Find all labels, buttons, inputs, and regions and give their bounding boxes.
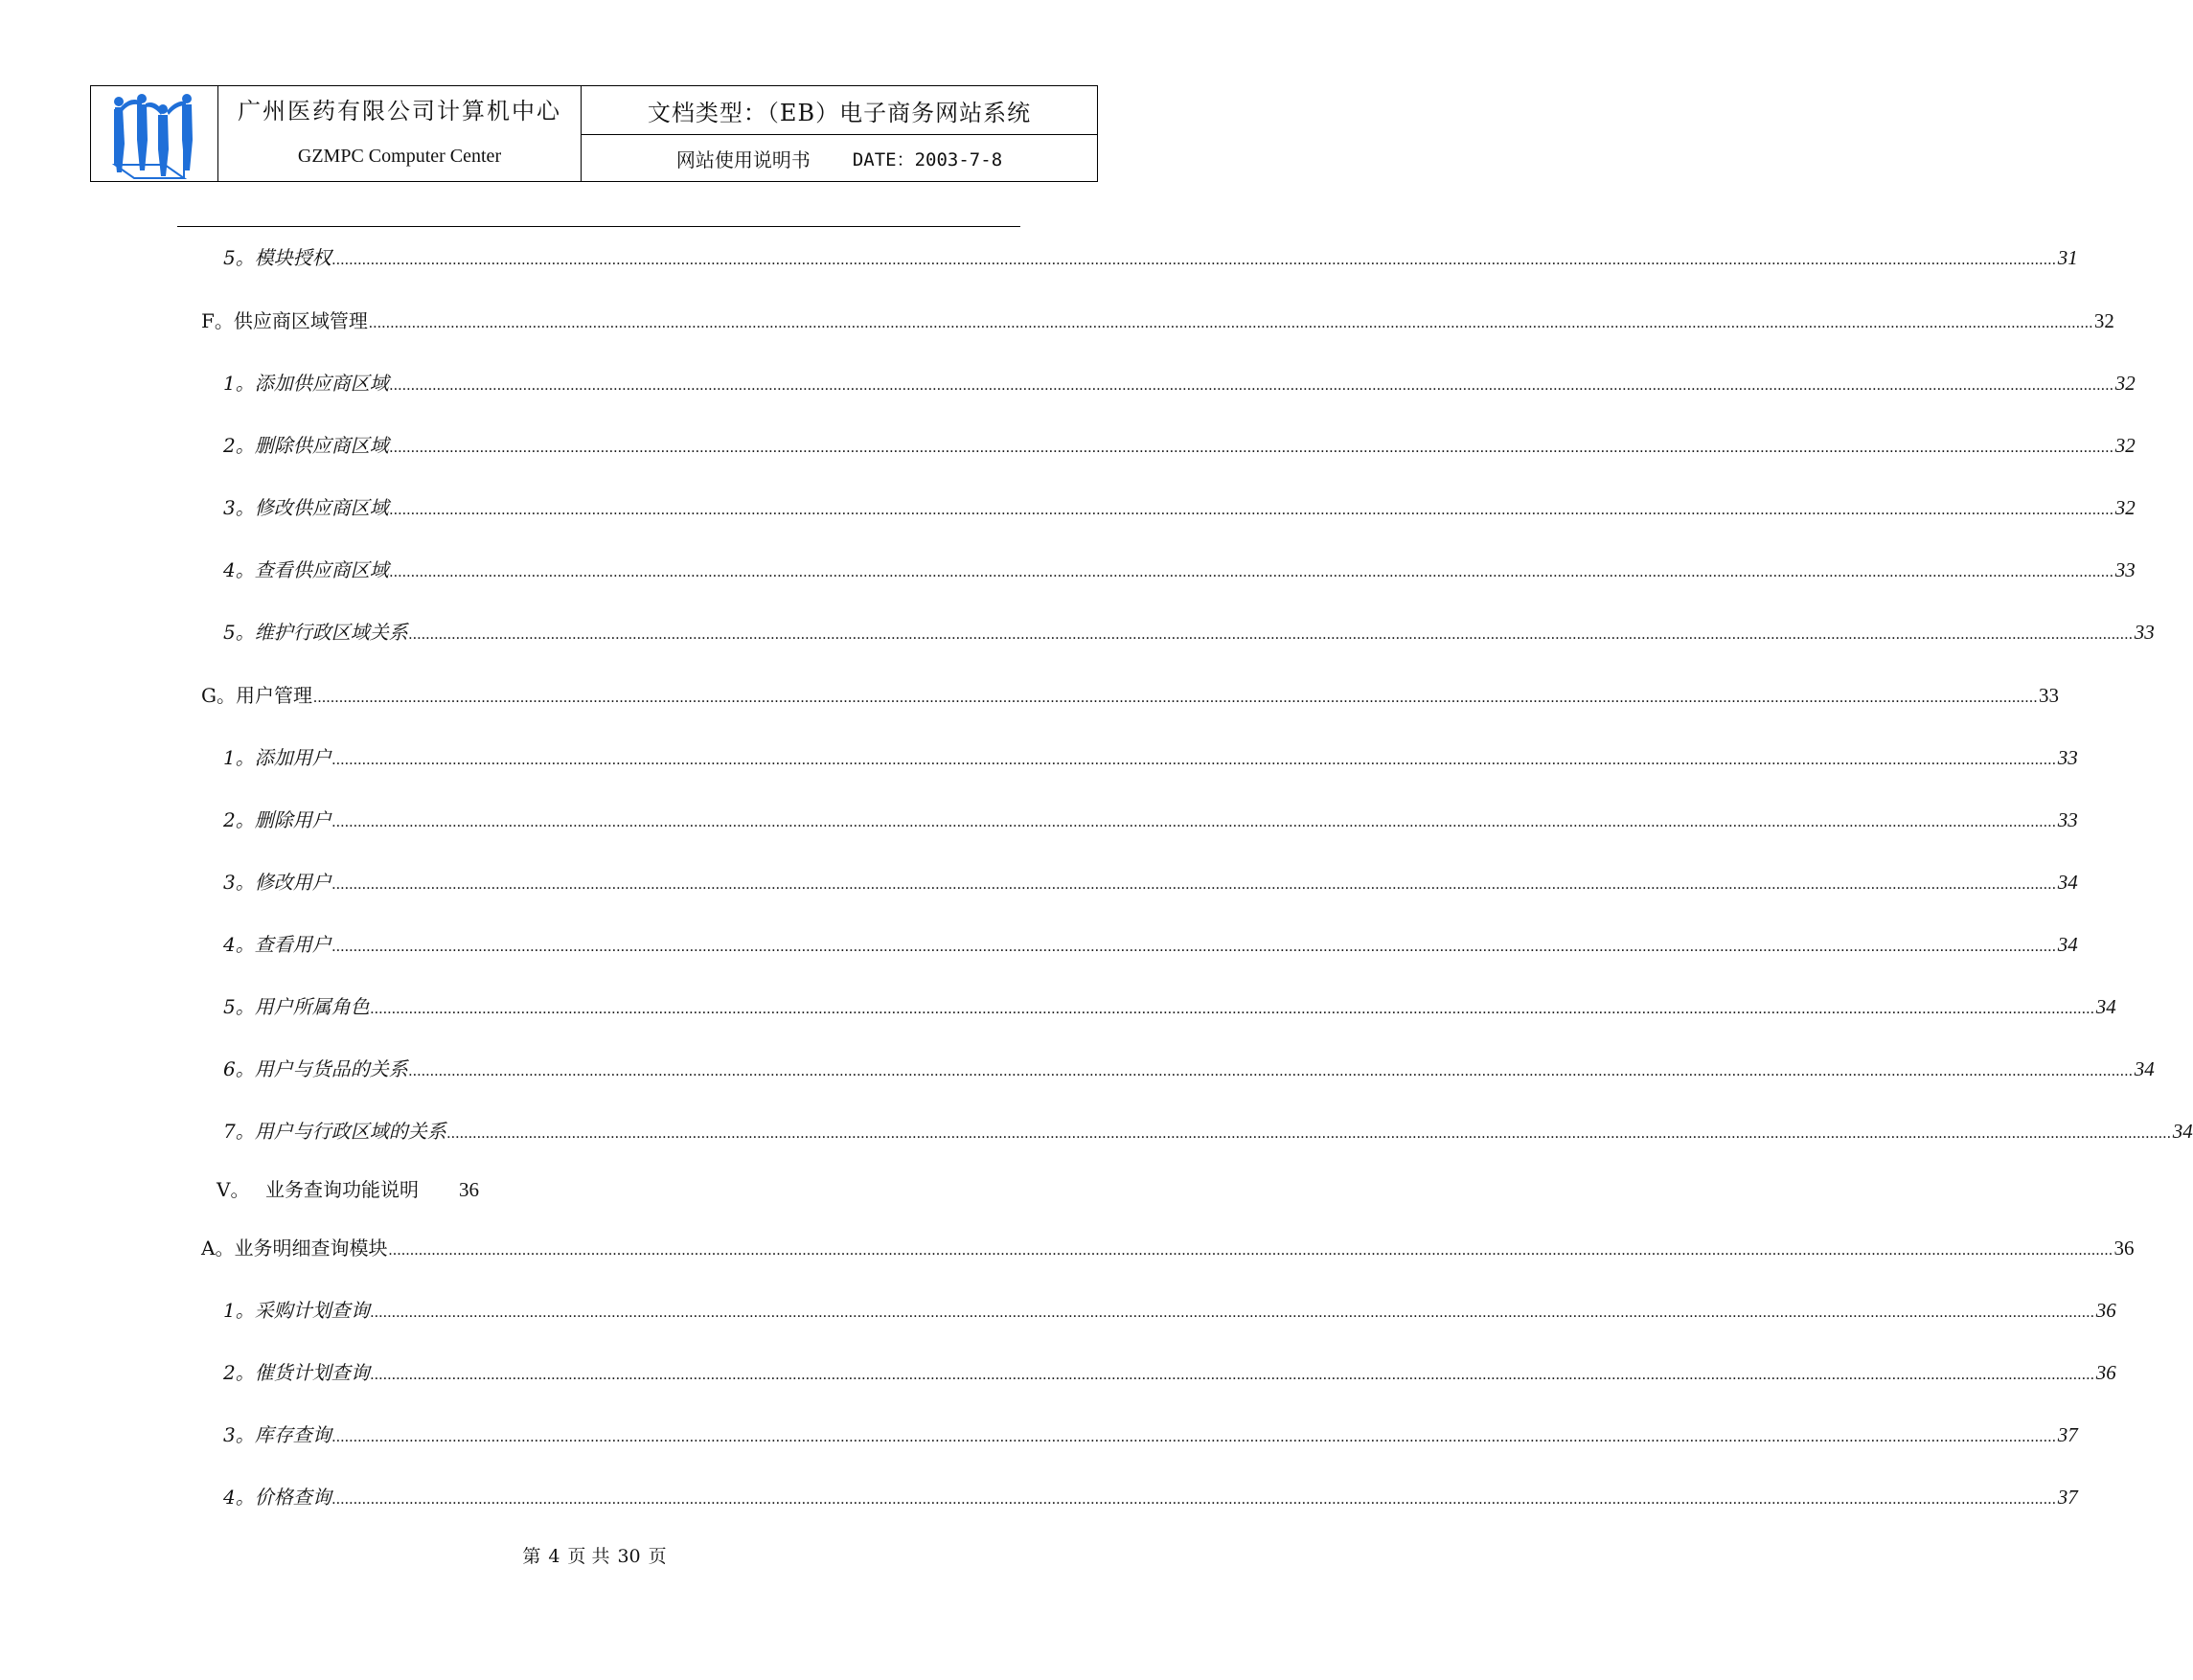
page-footer — [0, 1542, 1189, 1568]
document-type: 文档类型：（EB）电子商务网站系统 — [582, 86, 1097, 135]
company-name-en: GZMPC Computer Center — [297, 146, 502, 167]
toc-leader-dots: ................................................................................................................................................................................................................................................................................................................................................................................................................ — [388, 1242, 2113, 1259]
toc-entry-number: 3。 — [223, 1423, 255, 1446]
toc-leader-dots: ................................................................................................................................................................................................................................................................................................................................................................................................................ — [331, 814, 2057, 830]
toc-entry-page: 36 — [2095, 1361, 2116, 1384]
toc-entry-label: 查看用户 — [254, 933, 331, 956]
toc-entry-page: 34 — [2172, 1120, 2193, 1143]
toc-entry[interactable] — [223, 1358, 2116, 1387]
footer-prefix: 第 — [522, 1546, 541, 1567]
toc-entry-page: 36 — [2095, 1299, 2116, 1322]
toc-entry-label: 价格查询 — [254, 1486, 331, 1509]
toc-entry[interactable] — [223, 992, 2116, 1021]
toc-entry-number: 4。 — [223, 1486, 255, 1509]
toc-entry-label: 查看供应商区域 — [254, 558, 389, 581]
toc-leader-dots: ................................................................................................................................................................................................................................................................................................................................................................................................................ — [408, 626, 2134, 643]
toc-entry-number: 2。 — [223, 1361, 255, 1384]
toc-entry-number: 4。 — [223, 558, 255, 581]
toc-leader-dots: ................................................................................................................................................................................................................................................................................................................................................................................................................ — [312, 690, 2038, 706]
toc-leader-dots: ................................................................................................................................................................................................................................................................................................................................................................................................................ — [370, 1305, 2095, 1321]
document-name: 网站使用说明书 — [675, 148, 811, 171]
toc-entry-page: 34 — [2095, 995, 2116, 1018]
toc-entry-label: 采购计划查询 — [254, 1299, 370, 1322]
toc-entry-number: 5。 — [223, 995, 255, 1018]
toc-entry-page: 33 — [2057, 746, 2078, 769]
toc-entry-page: 32 — [2114, 496, 2136, 519]
document-date: DATE：2003-7-8 — [852, 148, 1003, 170]
toc-leader-dots: ................................................................................................................................................................................................................................................................................................................................................................................................................ — [389, 502, 2114, 518]
toc-entry-page: 33 — [2038, 684, 2059, 707]
toc-entry[interactable] — [201, 306, 2114, 335]
toc-entry[interactable] — [223, 806, 2078, 834]
footer-suffix: 页 — [648, 1546, 667, 1567]
toc-leader-dots: ................................................................................................................................................................................................................................................................................................................................................................................................................ — [331, 252, 2057, 268]
toc-entry[interactable] — [201, 1234, 2135, 1262]
toc-entry[interactable] — [223, 743, 2078, 772]
toc-entry[interactable] — [223, 1483, 2078, 1511]
toc-entry-number: 7。 — [223, 1120, 255, 1143]
toc-entry-label: 修改用户 — [254, 871, 331, 894]
toc-entry-label: 删除供应商区域 — [254, 434, 389, 457]
toc-entry[interactable] — [223, 1296, 2116, 1325]
toc-entry-number: 1。 — [223, 372, 255, 395]
toc-leader-dots: ................................................................................................................................................................................................................................................................................................................................................................................................................ — [331, 1429, 2057, 1445]
toc-entry-number: F。 — [201, 309, 234, 332]
toc-entry[interactable] — [223, 930, 2078, 959]
toc-entry-label: 用户管理 — [235, 684, 312, 707]
toc-entry-number: 1。 — [223, 1299, 255, 1322]
toc-entry[interactable] — [223, 243, 2078, 272]
toc-leader-dots: ................................................................................................................................................................................................................................................................................................................................................................................................................ — [370, 1367, 2095, 1383]
toc-entry-number: 2。 — [223, 434, 255, 457]
toc-entry-number: 3。 — [223, 496, 255, 519]
toc-entry-label: 用户所属角色 — [254, 995, 370, 1018]
document-header — [90, 85, 1098, 182]
toc-entry-page: 32 — [2093, 309, 2114, 332]
logo-cell — [91, 86, 218, 181]
toc-entry[interactable] — [223, 493, 2136, 522]
toc-entry-label: 库存查询 — [254, 1423, 331, 1446]
toc-entry[interactable] — [201, 681, 2059, 710]
footer-total-pages: 30 — [617, 1546, 641, 1567]
toc-entry[interactable] — [223, 369, 2136, 397]
toc-leader-dots: ................................................................................................................................................................................................................................................................................................................................................................................................................ — [331, 876, 2057, 893]
toc-entry-label: 用户与货品的关系 — [254, 1057, 408, 1080]
company-cell — [218, 86, 582, 181]
toc-entry-number: V。 — [217, 1178, 250, 1201]
footer-current-page: 4 — [548, 1546, 560, 1567]
toc-entry-page: 37 — [2057, 1423, 2078, 1446]
toc-entry-page: 31 — [2057, 246, 2078, 269]
toc-entry-label: 业务明细查询模块 — [234, 1237, 388, 1260]
toc-entry-page: 32 — [2114, 372, 2136, 395]
toc-entry-page: 36 — [459, 1178, 479, 1201]
toc-entry-label: 删除用户 — [254, 808, 331, 831]
toc-entry-number: G。 — [201, 684, 236, 707]
toc-entry[interactable] — [223, 1117, 2193, 1146]
toc-entry-number: 4。 — [223, 933, 255, 956]
toc-entry-number: 3。 — [223, 871, 255, 894]
toc-entry-page: 32 — [2114, 434, 2136, 457]
toc-leader-dots: ................................................................................................................................................................................................................................................................................................................................................................................................................ — [389, 440, 2114, 456]
toc-entry-page: 34 — [2134, 1057, 2155, 1080]
toc-leader-dots: ................................................................................................................................................................................................................................................................................................................................................................................................................ — [368, 315, 2093, 331]
toc-entry-page: 36 — [2113, 1237, 2135, 1260]
company-name-cn: 广州医药有限公司计算机中心 — [238, 98, 561, 125]
toc-entry-number: A。 — [201, 1237, 235, 1260]
toc-entry[interactable] — [223, 556, 2136, 584]
toc-entry-page: 33 — [2057, 808, 2078, 831]
toc-entry[interactable] — [223, 431, 2136, 460]
toc-entry[interactable] — [223, 868, 2078, 897]
toc-entry[interactable] — [223, 1420, 2078, 1449]
toc-leader-dots: ................................................................................................................................................................................................................................................................................................................................................................................................................ — [446, 1125, 2172, 1142]
toc-entry-label: 维护行政区域关系 — [254, 621, 408, 644]
toc-entry[interactable] — [223, 1055, 2155, 1083]
toc-entry-number: 5。 — [223, 246, 255, 269]
toc-entry-page: 34 — [2057, 933, 2078, 956]
toc-entry-number: 6。 — [223, 1057, 255, 1080]
toc-leader-dots: ................................................................................................................................................................................................................................................................................................................................................................................................................ — [389, 377, 2114, 394]
toc-entry-number: 5。 — [223, 621, 255, 644]
company-logo-icon — [105, 90, 201, 178]
toc-entry-page: 34 — [2057, 871, 2078, 894]
toc-leader-dots: ................................................................................................................................................................................................................................................................................................................................................................................................................ — [331, 752, 2057, 768]
toc-entry[interactable] — [217, 1175, 600, 1204]
toc-entry-page: 37 — [2057, 1486, 2078, 1509]
toc-leader-dots: ................................................................................................................................................................................................................................................................................................................................................................................................................ — [331, 1491, 2057, 1508]
toc-entry[interactable] — [223, 618, 2155, 647]
header-divider — [177, 226, 1020, 227]
footer-mid: 页 共 — [567, 1546, 610, 1567]
toc-leader-dots: ................................................................................................................................................................................................................................................................................................................................................................................................................ — [370, 1001, 2095, 1017]
toc-entry-label: 模块授权 — [254, 246, 331, 269]
toc-entry-label: 添加用户 — [254, 746, 331, 769]
toc-leader-dots: ................................................................................................................................................................................................................................................................................................................................................................................................................ — [408, 1063, 2134, 1079]
toc-entry-page: 33 — [2114, 558, 2136, 581]
toc-entry-page: 33 — [2134, 621, 2155, 644]
toc-entry-number: 2。 — [223, 808, 255, 831]
document-subtitle-row — [582, 135, 1097, 181]
toc-entry-label: 修改供应商区域 — [254, 496, 389, 519]
toc-entry-label: 添加供应商区域 — [254, 372, 389, 395]
toc-entry-label: 供应商区域管理 — [233, 309, 368, 332]
toc-entry-label: 催货计划查询 — [254, 1361, 370, 1384]
toc-entry-number: 1。 — [223, 746, 255, 769]
toc-entry-label: 用户与行政区域的关系 — [254, 1120, 446, 1143]
document-info-cell — [582, 86, 1097, 181]
toc-entry-label: 业务查询功能说明 — [265, 1178, 419, 1201]
toc-leader-dots: ................................................................................................................................................................................................................................................................................................................................................................................................................ — [389, 564, 2114, 580]
toc-leader-dots: ................................................................................................................................................................................................................................................................................................................................................................................................................ — [331, 939, 2057, 955]
